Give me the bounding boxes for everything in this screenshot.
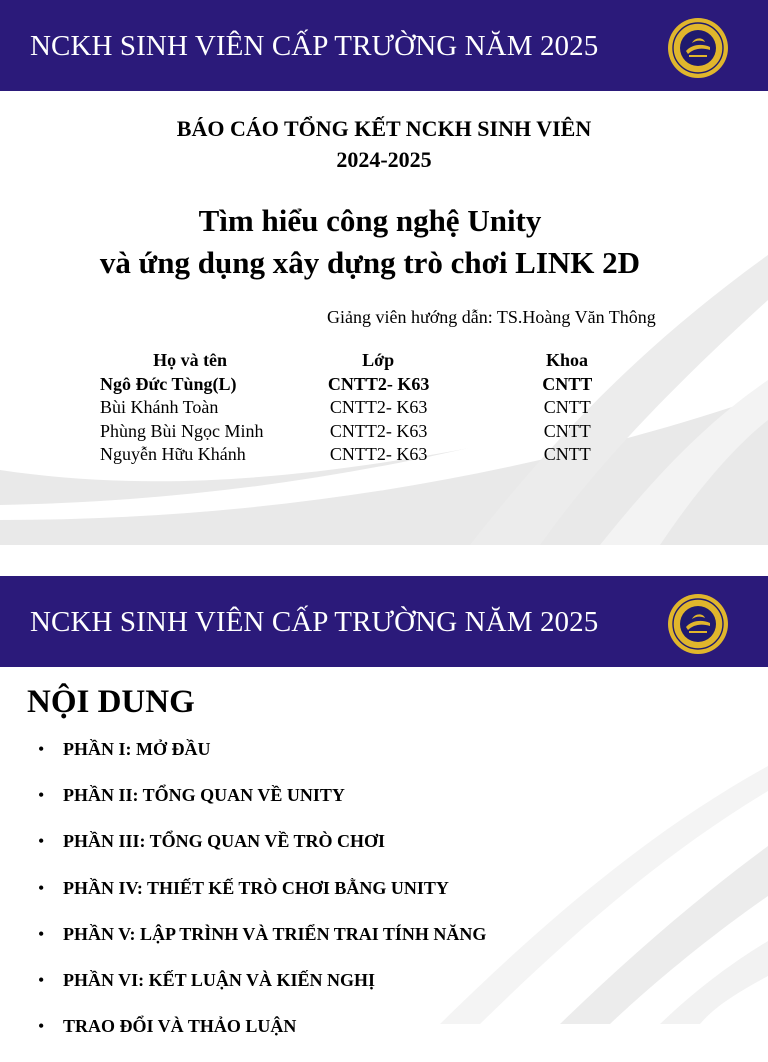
list-item-label: PHẦN II: TỔNG QUAN VỀ UNITY — [63, 785, 345, 806]
header-name: Họ và tên — [153, 350, 228, 370]
report-title-line1: BÁO CÁO TỔNG KẾT NCKH SINH VIÊN — [176, 116, 592, 141]
member-class: CNTT2- K63 — [327, 373, 430, 394]
table-row — [100, 396, 660, 420]
main-title-line2: và ứng dụng xây dựng trò chơi LINK 2D — [99, 245, 641, 280]
header-class: Lớp — [362, 350, 395, 370]
banner-title: NCKH SINH VIÊN CẤP TRƯỜNG NĂM 2025 — [30, 606, 599, 638]
list-item-label: PHẦN III: TỔNG QUAN VỀ TRÒ CHƠI — [63, 831, 386, 852]
list-item-label: PHẦN IV: THIẾT KẾ TRÒ CHƠI BẰNG UNITY — [63, 877, 449, 898]
member-faculty: CNTT — [543, 420, 591, 441]
member-faculty: CNTT — [543, 444, 591, 464]
bullet-icon: • — [38, 785, 45, 806]
advisor-text: Giảng viên hướng dẫn: TS.Hoàng Văn Thông — [327, 307, 656, 327]
report-title-line2: 2024-2025 — [336, 147, 432, 172]
header-banner — [0, 0, 768, 91]
member-name: Ngô Đức Tùng(L) — [100, 373, 237, 394]
section-title: NỘI DUNG — [27, 684, 195, 720]
members-table — [100, 349, 660, 467]
main-title-line1: Tìm hiểu công nghệ Unity — [198, 203, 542, 238]
member-name: Bùi Khánh Toàn — [100, 397, 219, 417]
bullet-icon: • — [38, 739, 45, 759]
member-faculty: CNTT — [542, 373, 593, 394]
members-table-header — [100, 349, 660, 373]
member-class: CNTT2- K63 — [329, 397, 428, 417]
university-seal-logo-icon — [667, 17, 729, 79]
banner-title: NCKH SINH VIÊN CẤP TRƯỜNG NĂM 2025 — [30, 30, 599, 62]
member-name: Nguyễn Hữu Khánh — [100, 444, 246, 464]
list-item-label: TRAO ĐỔI VÀ THẢO LUẬN — [63, 1016, 297, 1037]
table-row — [100, 443, 660, 467]
bullet-icon: • — [38, 831, 45, 852]
header-banner — [0, 576, 768, 667]
table-row — [100, 373, 660, 397]
list-item-label: PHẦN I: MỞ ĐẦU — [63, 739, 211, 759]
member-class: CNTT2- K63 — [329, 420, 428, 441]
bullet-icon: • — [38, 923, 45, 944]
bullet-icon: • — [38, 1016, 45, 1037]
bullet-icon: • — [38, 877, 45, 898]
university-seal-logo-icon — [667, 593, 729, 655]
list-item-label: PHẦN VI: KẾT LUẬN VÀ KIẾN NGHỊ — [63, 969, 376, 990]
header-faculty: Khoa — [546, 350, 589, 370]
list-item-label: PHẦN V: LẬP TRÌNH VÀ TRIỂN TRAI TÍNH NĂNG — [63, 923, 487, 944]
member-name: Phùng Bùi Ngọc Minh — [100, 420, 264, 441]
slide-gap — [0, 545, 768, 576]
table-row — [100, 420, 660, 444]
member-faculty: CNTT — [543, 397, 591, 417]
member-class: CNTT2- K63 — [329, 444, 428, 464]
bullet-icon: • — [38, 969, 45, 990]
